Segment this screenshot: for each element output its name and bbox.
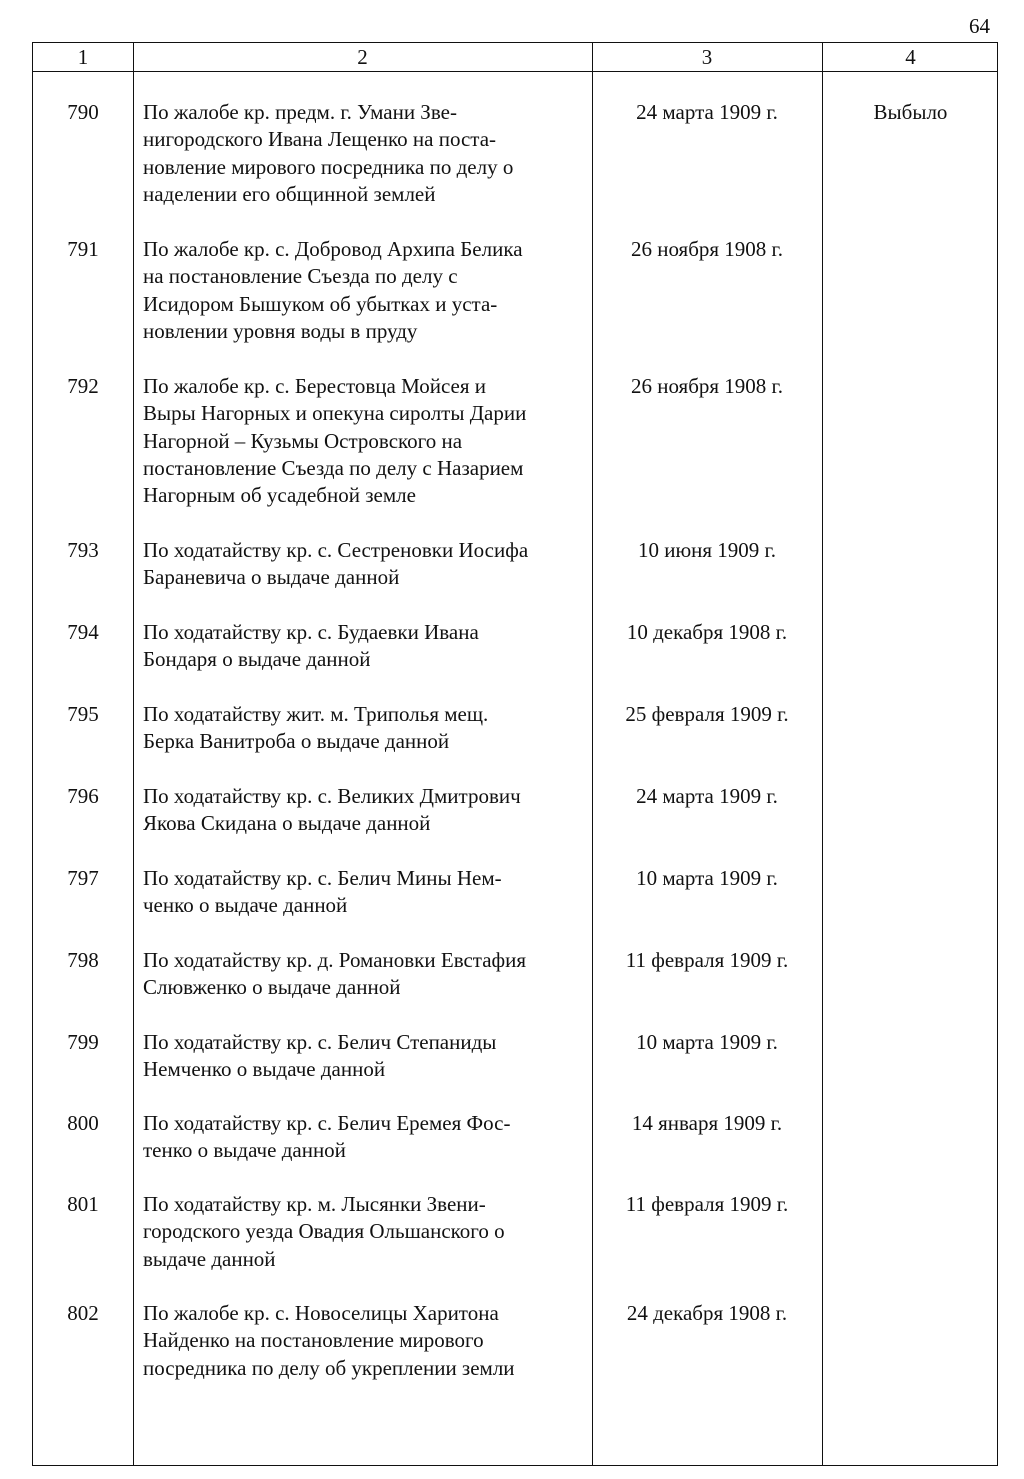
record-number: 802: [67, 1301, 99, 1325]
record-note: Выбыло: [873, 100, 948, 124]
column-header: 2: [357, 45, 368, 69]
record-description: По ходатайству кр. с. Белич Еремея Фос- тенко о выдаче данной: [143, 1111, 511, 1163]
page-number: 64: [969, 14, 990, 38]
record-number: 794: [67, 620, 99, 644]
archive-table: [32, 42, 998, 1466]
record-number: 798: [67, 948, 99, 972]
record-description: По ходатайству кр. с. Белич Мины Нем- ченко о выдаче данной: [143, 866, 502, 918]
record-date: 26 ноября 1908 г.: [630, 374, 784, 398]
column-header: 3: [701, 45, 713, 69]
column-divider: [133, 43, 134, 1465]
record-description: По ходатайству кр. д. Романовки Евстафия Слювженко о выдаче данной: [143, 948, 527, 1000]
record-date: 24 декабря 1908 г.: [626, 1301, 788, 1325]
record-number: 792: [67, 374, 99, 398]
header-divider: [33, 71, 997, 72]
record-date: 26 ноября 1908 г.: [630, 237, 784, 261]
record-date: 10 марта 1909 г.: [636, 866, 778, 890]
record-number: 793: [67, 538, 99, 562]
record-date: 25 февраля 1909 г.: [625, 702, 789, 726]
record-description: По жалобе кр. с. Добровод Архипа Белика на постановление Съезда по делу с Исидором Бышуком об убытках и уста- новлении уровня воды в пруду: [143, 237, 523, 343]
column-header: 1: [77, 45, 89, 69]
record-description: По ходатайству жит. м. Триполья мещ. Берка Ванитроба о выдаче данной: [143, 702, 489, 754]
record-description: По ходатайству кр. с. Будаевки Ивана Бондаря о выдаче данной: [143, 620, 479, 672]
record-number: 791: [67, 237, 99, 261]
column-divider: [822, 43, 823, 1465]
record-date: 11 февраля 1909 г.: [625, 1192, 789, 1216]
record-date: 11 февраля 1909 г.: [625, 948, 789, 972]
record-description: По жалобе кр. предм. г. Умани Зве- нигородского Ивана Лещенко на поста- новление мирового посредника по делу о наделении его общинной землей: [143, 100, 514, 206]
record-date: 10 июня 1909 г.: [637, 538, 777, 562]
record-date: 10 марта 1909 г.: [636, 1030, 778, 1054]
record-number: 796: [67, 784, 99, 808]
record-description: По ходатайству кр. с. Великих Дмитрович Якова Скидана о выдаче данной: [143, 784, 521, 836]
record-date: 14 января 1909 г.: [631, 1111, 783, 1135]
record-description: По ходатайству кр. с. Белич Степаниды Немченко о выдаче данной: [143, 1030, 497, 1082]
record-number: 795: [67, 702, 99, 726]
record-number: 800: [67, 1111, 99, 1135]
record-number: 801: [67, 1192, 99, 1216]
record-date: 10 декабря 1908 г.: [626, 620, 788, 644]
column-header: 4: [905, 45, 916, 69]
record-number: 799: [67, 1030, 99, 1054]
record-description: По жалобе кр. с. Новоселицы Харитона Найденко на постановление мирового посредника по делу об укреплении земли: [143, 1301, 515, 1380]
record-description: По ходатайству кр. м. Лысянки Звени- городского уезда Овадия Ольшанского о выдаче данной: [143, 1192, 505, 1271]
record-date: 24 марта 1909 г.: [636, 784, 778, 808]
record-number: 797: [67, 866, 99, 890]
record-description: По ходатайству кр. с. Сестреновки Иосифа Бараневича о выдаче данной: [143, 538, 529, 590]
record-number: 790: [67, 100, 99, 124]
record-description: По жалобе кр. с. Берестовца Мойсея и Выры Нагорных и опекуна сиролты Дарии Нагорной – Кузьмы Островского на постановление Съезда по делу с Назарием Нагорным об усадебной земле: [143, 374, 527, 508]
record-date: 24 марта 1909 г.: [636, 100, 778, 124]
